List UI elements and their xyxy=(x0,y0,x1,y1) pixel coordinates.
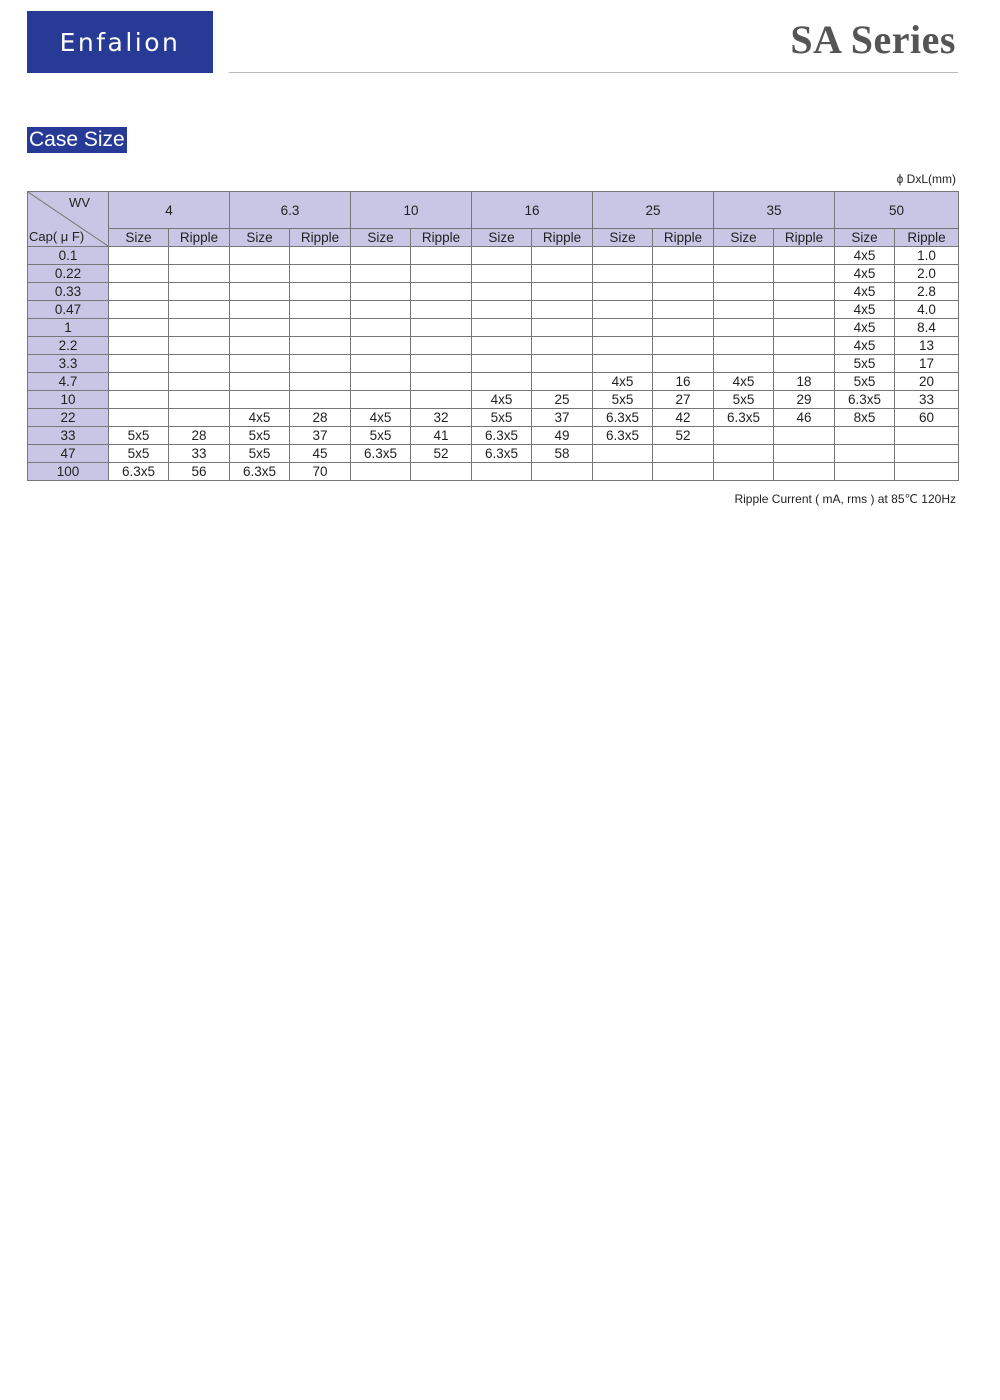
size-cell xyxy=(351,319,411,337)
size-cell xyxy=(351,247,411,265)
ripple-cell: 41 xyxy=(411,427,472,445)
size-cell xyxy=(230,301,290,319)
size-cell xyxy=(714,445,774,463)
ripple-subheader: Ripple xyxy=(411,229,472,247)
size-cell xyxy=(351,463,411,481)
ripple-cell: 4.0 xyxy=(895,301,959,319)
size-cell xyxy=(351,373,411,391)
size-cell xyxy=(593,463,653,481)
size-cell: 5x5 xyxy=(835,355,895,373)
size-cell xyxy=(714,301,774,319)
size-cell xyxy=(109,391,169,409)
ripple-cell xyxy=(411,265,472,283)
ripple-cell xyxy=(532,319,593,337)
capacitance-cell: 2.2 xyxy=(28,337,109,355)
ripple-cell xyxy=(169,391,230,409)
ripple-cell xyxy=(774,463,835,481)
ripple-cell xyxy=(411,319,472,337)
size-cell xyxy=(472,463,532,481)
size-cell xyxy=(351,283,411,301)
ripple-cell xyxy=(653,463,714,481)
size-cell xyxy=(109,265,169,283)
ripple-cell: 58 xyxy=(532,445,593,463)
table-corner-cell xyxy=(28,192,109,247)
size-cell: 4x5 xyxy=(593,373,653,391)
voltage-header: 25 xyxy=(593,192,714,229)
ripple-cell xyxy=(169,373,230,391)
ripple-cell xyxy=(411,463,472,481)
voltage-header: 4 xyxy=(109,192,230,229)
size-cell: 4x5 xyxy=(835,283,895,301)
ripple-cell: 37 xyxy=(532,409,593,427)
ripple-cell xyxy=(411,391,472,409)
ripple-subheader: Ripple xyxy=(774,229,835,247)
size-cell xyxy=(714,463,774,481)
size-cell xyxy=(714,427,774,445)
size-cell xyxy=(472,319,532,337)
ripple-cell: 37 xyxy=(290,427,351,445)
ripple-cell xyxy=(411,301,472,319)
size-cell xyxy=(593,283,653,301)
size-subheader: Size xyxy=(351,229,411,247)
ripple-cell xyxy=(532,463,593,481)
ripple-cell xyxy=(895,445,959,463)
ripple-cell xyxy=(653,337,714,355)
voltage-header: 16 xyxy=(472,192,593,229)
ripple-cell xyxy=(290,337,351,355)
size-cell xyxy=(109,301,169,319)
enfalion-logo: Enfalion xyxy=(27,11,213,73)
size-cell: 5x5 xyxy=(593,391,653,409)
ripple-cell xyxy=(411,337,472,355)
capacitance-cell: 33 xyxy=(28,427,109,445)
size-subheader: Size xyxy=(472,229,532,247)
size-subheader: Size xyxy=(593,229,653,247)
table-row xyxy=(28,463,959,481)
ripple-cell xyxy=(290,319,351,337)
size-cell: 5x5 xyxy=(230,427,290,445)
ripple-cell xyxy=(411,373,472,391)
size-cell xyxy=(109,355,169,373)
size-cell xyxy=(593,247,653,265)
ripple-cell xyxy=(532,337,593,355)
size-cell: 6.3x5 xyxy=(472,427,532,445)
ripple-cell xyxy=(774,283,835,301)
capacitance-label: Cap( μ F) xyxy=(29,229,85,244)
ripple-cell xyxy=(169,283,230,301)
size-cell: 4x5 xyxy=(835,337,895,355)
ripple-cell: 25 xyxy=(532,391,593,409)
capacitance-cell: 3.3 xyxy=(28,355,109,373)
size-cell xyxy=(835,463,895,481)
capacitance-cell: 0.33 xyxy=(28,283,109,301)
ripple-cell: 70 xyxy=(290,463,351,481)
ripple-cell xyxy=(290,265,351,283)
size-cell: 4x5 xyxy=(835,247,895,265)
ripple-cell xyxy=(169,319,230,337)
size-cell xyxy=(472,373,532,391)
ripple-cell: 13 xyxy=(895,337,959,355)
capacitance-cell: 47 xyxy=(28,445,109,463)
ripple-cell xyxy=(169,301,230,319)
size-cell: 6.3x5 xyxy=(109,463,169,481)
ripple-cell: 33 xyxy=(169,445,230,463)
size-cell xyxy=(472,247,532,265)
size-cell xyxy=(472,265,532,283)
size-cell: 5x5 xyxy=(109,427,169,445)
table-row xyxy=(28,391,959,409)
size-cell xyxy=(351,337,411,355)
size-cell xyxy=(109,409,169,427)
ripple-cell xyxy=(290,355,351,373)
header-divider xyxy=(229,72,958,73)
ripple-cell xyxy=(895,463,959,481)
size-cell xyxy=(835,427,895,445)
size-subheader: Size xyxy=(835,229,895,247)
section-title: Case Size xyxy=(29,128,125,151)
size-cell: 6.3x5 xyxy=(593,409,653,427)
ripple-cell: 20 xyxy=(895,373,959,391)
ripple-cell: 16 xyxy=(653,373,714,391)
ripple-cell xyxy=(169,337,230,355)
ripple-subheader: Ripple xyxy=(653,229,714,247)
ripple-cell xyxy=(774,265,835,283)
table-row xyxy=(28,355,959,373)
ripple-cell: 1.0 xyxy=(895,247,959,265)
ripple-cell xyxy=(532,247,593,265)
size-cell xyxy=(109,373,169,391)
size-cell xyxy=(714,283,774,301)
size-cell: 5x5 xyxy=(835,373,895,391)
capacitance-cell: 4.7 xyxy=(28,373,109,391)
ripple-subheader: Ripple xyxy=(290,229,351,247)
size-cell xyxy=(109,283,169,301)
ripple-cell xyxy=(411,247,472,265)
ripple-cell xyxy=(774,301,835,319)
size-cell xyxy=(472,355,532,373)
size-cell xyxy=(230,391,290,409)
size-cell xyxy=(230,247,290,265)
size-cell xyxy=(109,247,169,265)
ripple-cell: 42 xyxy=(653,409,714,427)
ripple-cell xyxy=(774,247,835,265)
ripple-cell xyxy=(653,301,714,319)
ripple-cell: 29 xyxy=(774,391,835,409)
size-cell xyxy=(593,301,653,319)
ripple-cell: 56 xyxy=(169,463,230,481)
ripple-cell xyxy=(653,355,714,373)
ripple-cell: 60 xyxy=(895,409,959,427)
size-cell xyxy=(714,355,774,373)
size-cell: 4x5 xyxy=(835,319,895,337)
size-cell xyxy=(593,445,653,463)
size-cell xyxy=(714,265,774,283)
size-cell xyxy=(472,283,532,301)
ripple-subheader: Ripple xyxy=(895,229,959,247)
table-row xyxy=(28,301,959,319)
size-cell xyxy=(351,355,411,373)
size-cell: 6.3x5 xyxy=(714,409,774,427)
size-cell xyxy=(351,391,411,409)
ripple-cell xyxy=(169,355,230,373)
subheader-row xyxy=(28,229,959,247)
size-subheader: Size xyxy=(230,229,290,247)
ripple-cell xyxy=(653,445,714,463)
table-row xyxy=(28,265,959,283)
size-cell: 6.3x5 xyxy=(230,463,290,481)
ripple-cell xyxy=(532,355,593,373)
size-cell: 6.3x5 xyxy=(351,445,411,463)
size-cell xyxy=(472,301,532,319)
size-cell: 6.3x5 xyxy=(472,445,532,463)
size-cell: 5x5 xyxy=(714,391,774,409)
ripple-footnote: Ripple Current ( mA, rms ) at 85℃ 120Hz xyxy=(734,492,956,506)
wv-label: WV xyxy=(69,195,90,210)
ripple-subheader: Ripple xyxy=(169,229,230,247)
ripple-cell xyxy=(774,337,835,355)
ripple-cell: 52 xyxy=(411,445,472,463)
ripple-cell: 33 xyxy=(895,391,959,409)
unit-note: ϕ DxL(mm) xyxy=(896,172,956,186)
ripple-cell xyxy=(169,409,230,427)
size-cell xyxy=(230,319,290,337)
size-cell: 5x5 xyxy=(109,445,169,463)
size-cell: 5x5 xyxy=(230,445,290,463)
ripple-cell xyxy=(532,283,593,301)
series-title: SA Series xyxy=(790,17,956,62)
size-subheader: Size xyxy=(714,229,774,247)
size-cell xyxy=(109,319,169,337)
size-cell xyxy=(109,337,169,355)
table-row xyxy=(28,319,959,337)
ripple-cell: 2.8 xyxy=(895,283,959,301)
ripple-cell: 18 xyxy=(774,373,835,391)
size-cell: 5x5 xyxy=(472,409,532,427)
size-cell xyxy=(351,265,411,283)
table-body xyxy=(28,247,959,481)
ripple-cell xyxy=(653,247,714,265)
voltage-header: 50 xyxy=(835,192,959,229)
table-row xyxy=(28,337,959,355)
case-size-table xyxy=(27,191,959,481)
size-cell: 4x5 xyxy=(351,409,411,427)
size-cell: 5x5 xyxy=(351,427,411,445)
ripple-cell xyxy=(290,373,351,391)
ripple-cell: 46 xyxy=(774,409,835,427)
capacitance-cell: 0.1 xyxy=(28,247,109,265)
size-cell xyxy=(593,265,653,283)
ripple-cell: 2.0 xyxy=(895,265,959,283)
ripple-cell xyxy=(411,355,472,373)
ripple-cell xyxy=(774,445,835,463)
ripple-cell xyxy=(411,283,472,301)
table-row xyxy=(28,445,959,463)
ripple-cell xyxy=(532,373,593,391)
ripple-cell xyxy=(653,319,714,337)
table-row xyxy=(28,247,959,265)
size-cell xyxy=(230,265,290,283)
size-cell: 4x5 xyxy=(714,373,774,391)
size-cell xyxy=(835,445,895,463)
size-subheader: Size xyxy=(109,229,169,247)
ripple-cell: 32 xyxy=(411,409,472,427)
ripple-cell xyxy=(774,427,835,445)
capacitance-cell: 22 xyxy=(28,409,109,427)
ripple-cell xyxy=(290,247,351,265)
size-cell xyxy=(593,355,653,373)
ripple-cell xyxy=(290,301,351,319)
ripple-cell: 52 xyxy=(653,427,714,445)
ripple-cell xyxy=(290,391,351,409)
voltage-header: 35 xyxy=(714,192,835,229)
ripple-cell xyxy=(532,265,593,283)
ripple-cell: 28 xyxy=(290,409,351,427)
voltage-header-row xyxy=(28,192,959,229)
size-cell xyxy=(714,319,774,337)
size-cell xyxy=(714,247,774,265)
size-cell: 6.3x5 xyxy=(835,391,895,409)
capacitance-cell: 0.47 xyxy=(28,301,109,319)
ripple-cell xyxy=(290,283,351,301)
table-row xyxy=(28,427,959,445)
size-cell xyxy=(230,355,290,373)
table-row xyxy=(28,283,959,301)
size-cell: 6.3x5 xyxy=(593,427,653,445)
table-row xyxy=(28,373,959,391)
ripple-cell xyxy=(532,301,593,319)
capacitance-cell: 0.22 xyxy=(28,265,109,283)
size-cell xyxy=(472,337,532,355)
size-cell: 4x5 xyxy=(835,265,895,283)
size-cell: 8x5 xyxy=(835,409,895,427)
size-cell: 4x5 xyxy=(835,301,895,319)
voltage-header: 6.3 xyxy=(230,192,351,229)
ripple-cell: 17 xyxy=(895,355,959,373)
size-cell xyxy=(593,337,653,355)
size-cell xyxy=(714,337,774,355)
ripple-cell: 8.4 xyxy=(895,319,959,337)
ripple-cell xyxy=(653,265,714,283)
ripple-cell: 27 xyxy=(653,391,714,409)
ripple-cell xyxy=(169,265,230,283)
capacitance-cell: 100 xyxy=(28,463,109,481)
ripple-cell xyxy=(774,319,835,337)
ripple-cell xyxy=(169,247,230,265)
size-cell xyxy=(230,283,290,301)
ripple-cell xyxy=(653,283,714,301)
voltage-header: 10 xyxy=(351,192,472,229)
capacitance-cell: 1 xyxy=(28,319,109,337)
size-cell xyxy=(230,337,290,355)
size-cell: 4x5 xyxy=(230,409,290,427)
size-cell xyxy=(351,301,411,319)
ripple-cell: 45 xyxy=(290,445,351,463)
ripple-subheader: Ripple xyxy=(532,229,593,247)
ripple-cell: 28 xyxy=(169,427,230,445)
ripple-cell xyxy=(774,355,835,373)
size-cell xyxy=(593,319,653,337)
size-cell xyxy=(230,373,290,391)
capacitance-cell: 10 xyxy=(28,391,109,409)
table-row xyxy=(28,409,959,427)
ripple-cell: 49 xyxy=(532,427,593,445)
ripple-cell xyxy=(895,427,959,445)
size-cell: 4x5 xyxy=(472,391,532,409)
